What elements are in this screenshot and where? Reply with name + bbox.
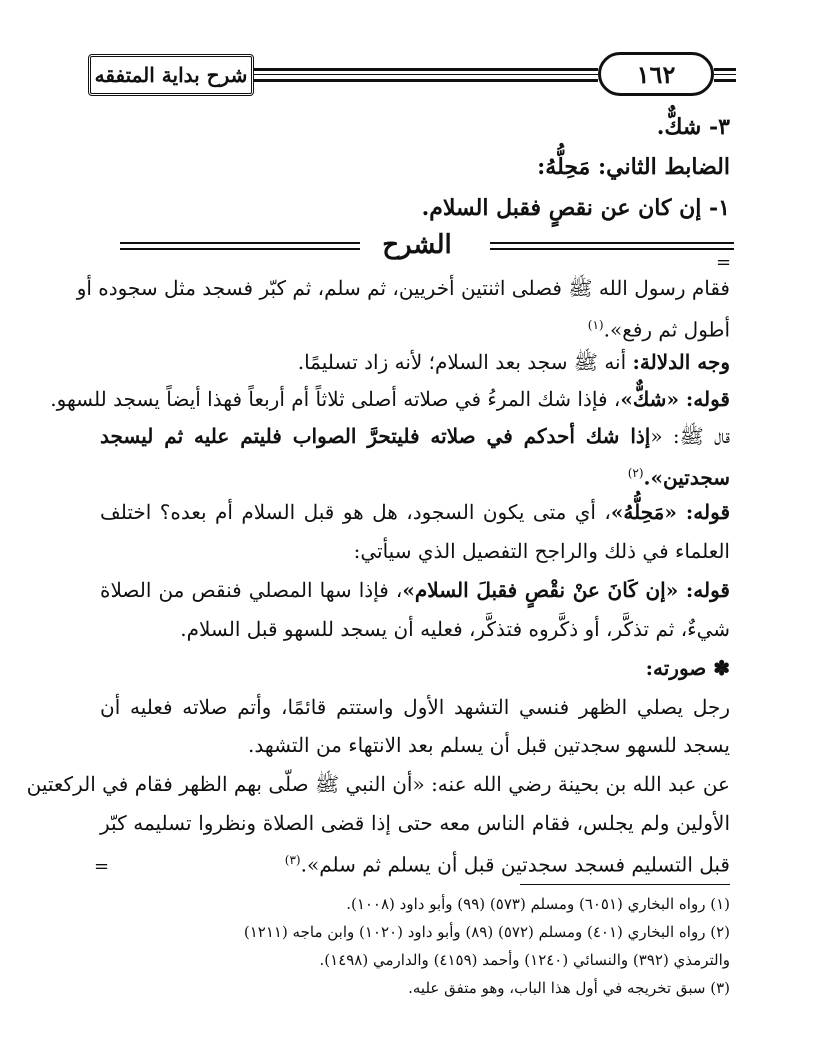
body-line-6 xyxy=(298,347,730,377)
body-line-7-text: ، فإذا شك المرءُ في صلاته أصلى ثلاثاً أم أربعاً فهذا أيضاً يسجد للسهو. xyxy=(50,387,621,411)
footnote-separator xyxy=(520,884,730,885)
body-line-19-text: قبل التسليم فسجد سجدتين قبل أن يسلم ثم سلم». xyxy=(300,852,730,877)
body-line-12 xyxy=(100,575,730,605)
body-line-11: العلماء في ذلك والراجح التفصيل الذي سيأتي: xyxy=(353,539,730,563)
section-heading xyxy=(100,232,734,266)
footnote-ref-3: (٣) xyxy=(284,853,301,867)
page-number: ١٦٢ xyxy=(598,52,714,96)
book-title: شرح بداية المتفقه xyxy=(88,54,254,96)
body-line-16: يسجد للسهو سجدتين قبل أن يسلم بعد الانتهاء من التشهد. xyxy=(248,733,730,757)
dalala-label: وجه الدلالة: xyxy=(632,350,730,374)
body-line-5-text: أطول ثم رفع». xyxy=(603,317,730,342)
footnote-ref-1: (١) xyxy=(587,318,604,332)
body-line-10-text: ، أي متى يكون السجود، هل هو قبل السلام أم بعده؟ اختلف xyxy=(100,500,611,524)
footnote-2: (٢) رواه البخاري (٤٠١) ومسلم (٥٧٢) (٨٩) وأبو داود (١٠٢٠) وابن ماجه (١٢١١) xyxy=(243,923,730,941)
qawluh-label-3: قوله: «إن كَانَ عنْ نقْصٍ فقبلَ السلام» xyxy=(402,578,730,602)
body-line-13: شيءٌ، ثم تذكَّر، أو ذكَّروه فتذكَّر، فعليه أن يسجد للسهو قبل السلام. xyxy=(180,617,730,641)
section-title: الشرح xyxy=(382,230,452,260)
continuation-mark-bottom: = xyxy=(94,856,110,877)
body-line-9 xyxy=(628,458,730,493)
header-rule-right xyxy=(714,68,736,82)
footnote-2-cont: والترمذي (٣٩٢) والنسائي (١٢٤٠) وأحمد (٤١٥٩) والدارمي (١٤٩٨). xyxy=(319,951,730,969)
body-line-12-text: ، فإذا سها المصلي فنقص من الصلاة xyxy=(100,578,403,602)
body-line-9-text: سجدتين». xyxy=(643,465,730,490)
matn-line-3: ١- إن كان عن نقصٍ فقبل السلام. xyxy=(421,195,730,221)
qawluh-label-1: قوله: «شكٌّ» xyxy=(620,387,730,411)
dalala-text: أنه ﷺ سجد بعد السلام؛ لأنه زاد تسليمًا. xyxy=(297,350,633,374)
hadith-text: إذا شك أحدكم في صلاته فليتحرَّ الصواب فليتم عليه ثم ليسجد xyxy=(100,424,651,448)
matn-line-1: ٣- شكٌّ. xyxy=(656,114,730,140)
body-line-17: عن عبد الله بن بحينة رضي الله عنه: «أن النبي ﷺ صلّى بهم الظهر فقام في الركعتين xyxy=(26,772,730,796)
body-line-8 xyxy=(100,421,730,451)
hadith-intro: قال ﷺ: « xyxy=(650,424,730,448)
header-rule-left xyxy=(254,68,598,82)
body-line-5 xyxy=(588,310,730,345)
body-line-15: رجل يصلي الظهر فنسي التشهد الأول واستتم قائمًا، وأتم صلاته فعليه أن xyxy=(100,695,730,719)
body-line-10 xyxy=(100,497,730,527)
body-line-19 xyxy=(285,845,730,880)
footnote-3: (٣) سبق تخريجه في أول هذا الباب، وهو متفق عليه. xyxy=(408,979,730,997)
body-line-4: فقام رسول الله ﷺ فصلى اثنتين أخريين، ثم سلم، ثم كبّر فسجد مثل سجوده أو xyxy=(76,276,730,300)
qawluh-label-2: قوله: «مَحِلُّهُ» xyxy=(610,500,731,524)
footnote-ref-2: (٢) xyxy=(627,466,644,480)
heading-rule-right xyxy=(490,242,734,250)
subheading-surah: ✽ صورته: xyxy=(645,656,730,680)
footnote-1: (١) رواه البخاري (٦٠٥١) ومسلم (٥٧٣) (٩٩) وأبو داود (١٠٠٨). xyxy=(346,895,730,913)
body-line-18: الأولين ولم يجلس، فقام الناس معه حتى إذا قضى الصلاة ونظروا تسليمه كبّر xyxy=(100,811,730,835)
continuation-mark-top: = xyxy=(716,252,732,273)
body-line-7 xyxy=(50,384,730,414)
matn-line-2: الضابط الثاني: مَحِلُّهُ: xyxy=(537,154,730,180)
